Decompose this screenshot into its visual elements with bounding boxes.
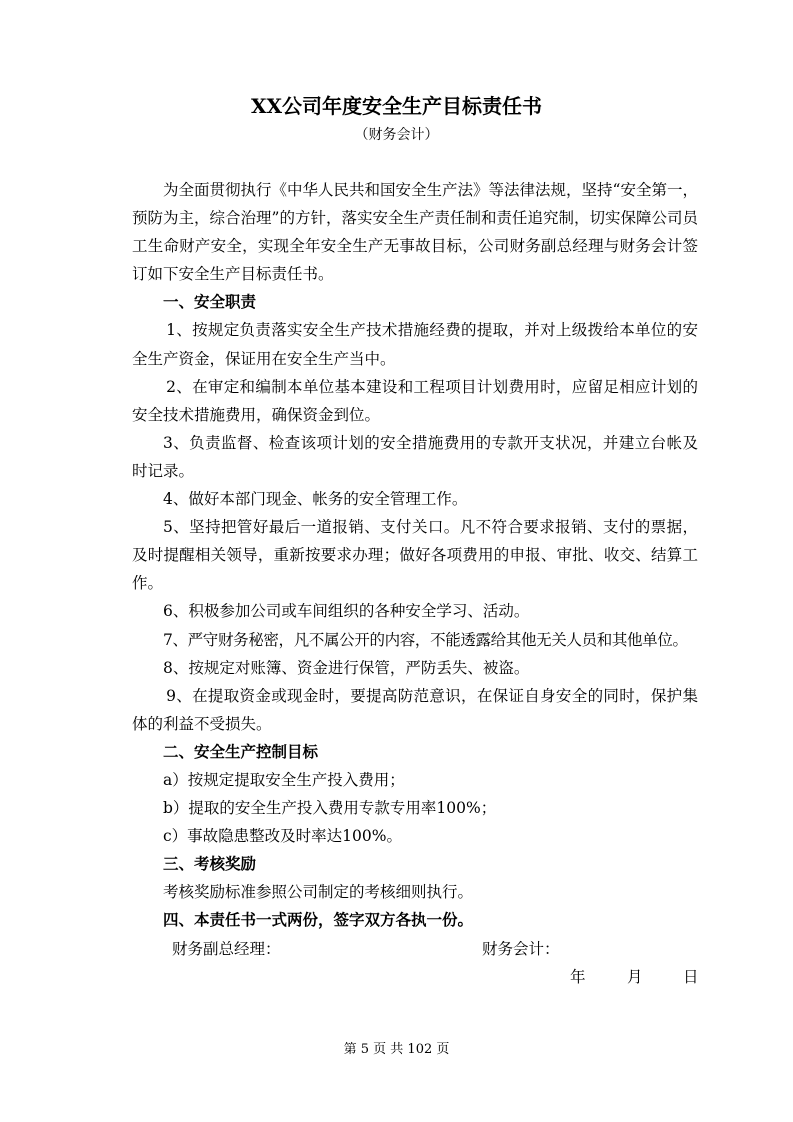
duty-item: 5、坚持把管好最后一道报销、支付关口。凡不符合要求报销、支付的票据，及时提醒相关领导，重新按要求办理；做好各项费用的申报、审批、收交、结算工作。 <box>132 518 698 593</box>
signature-accountant-label: 财务会计： <box>482 939 560 958</box>
assessment-text: 考核奖励标准参照公司制定的考核细则执行。 <box>163 883 474 902</box>
date-line <box>132 963 698 991</box>
date-year-label: 年 <box>570 967 586 986</box>
duty-item: 6、积极参加公司或车间组织的各种安全学习、活动。 <box>163 602 530 621</box>
signature-line <box>132 935 698 963</box>
duty-item: 2、在审定和编制本单位基本建设和工程项目计划费用时，应留足相应计划的安全技术措施费用，确保资金到位。 <box>132 377 698 424</box>
duty-item: 7、严守财务秘密，凡不属公开的内容，不能透露给其他无关人员和其他单位。 <box>163 630 688 649</box>
document-body <box>132 176 698 991</box>
signature-vice-gm-label: 财务副总经理： <box>172 939 281 958</box>
section-heading-assessment: 三、考核奖励 <box>163 854 257 874</box>
section-heading-duties: 一、安全职责 <box>163 292 257 312</box>
duty-item: 3、负责监督、检查该项计划的安全措施费用的专款开支状况，并建立台帐及时记录。 <box>132 433 698 480</box>
duty-item: 4、做好本部门现金、帐务的安全管理工作。 <box>163 490 468 509</box>
document-title: XX公司年度安全生产目标责任书 <box>250 94 543 118</box>
duty-item: 9、在提取资金或现金时，要提高防范意识，在保证自身安全的同时，保护集体的利益不受损失。 <box>132 686 698 733</box>
document-subtitle: （财务会计） <box>354 127 439 143</box>
target-item: b）提取的安全生产投入费用专款专用率100%； <box>163 799 497 818</box>
target-item: c）事故隐患整改及时率达100%。 <box>163 827 402 846</box>
section-heading-targets: 二、安全生产控制目标 <box>163 741 319 761</box>
duty-item: 8、按规定对账簿、资金进行保管，严防丢失、被盗。 <box>163 658 530 677</box>
date-day-label: 日 <box>683 967 699 986</box>
section-heading-copies: 四、本责任书一式两份，签字双方各执一份。 <box>163 910 474 930</box>
target-item: a）按规定提取安全生产投入费用； <box>163 770 405 789</box>
page-footer: 第 5 页 共 102 页 <box>343 1042 450 1057</box>
duty-item: 1、按规定负责落实安全生产技术措施经费的提取，并对上级拨给本单位的安全生产资金，保证用在安全生产当中。 <box>132 321 698 368</box>
date-month-label: 月 <box>627 967 643 986</box>
intro-paragraph: 为全面贯彻执行《中华人民共和国安全生产法》等法律法规，坚持“安全第一，预防为主，综合治理”的方针，落实安全生产责任制和责任追究制，切实保障公司员工生命财产安全，实现全年安全生产无事故目标，公司财务副总经理与财务会计签订如下安全生产目标责任书。 <box>132 181 698 284</box>
